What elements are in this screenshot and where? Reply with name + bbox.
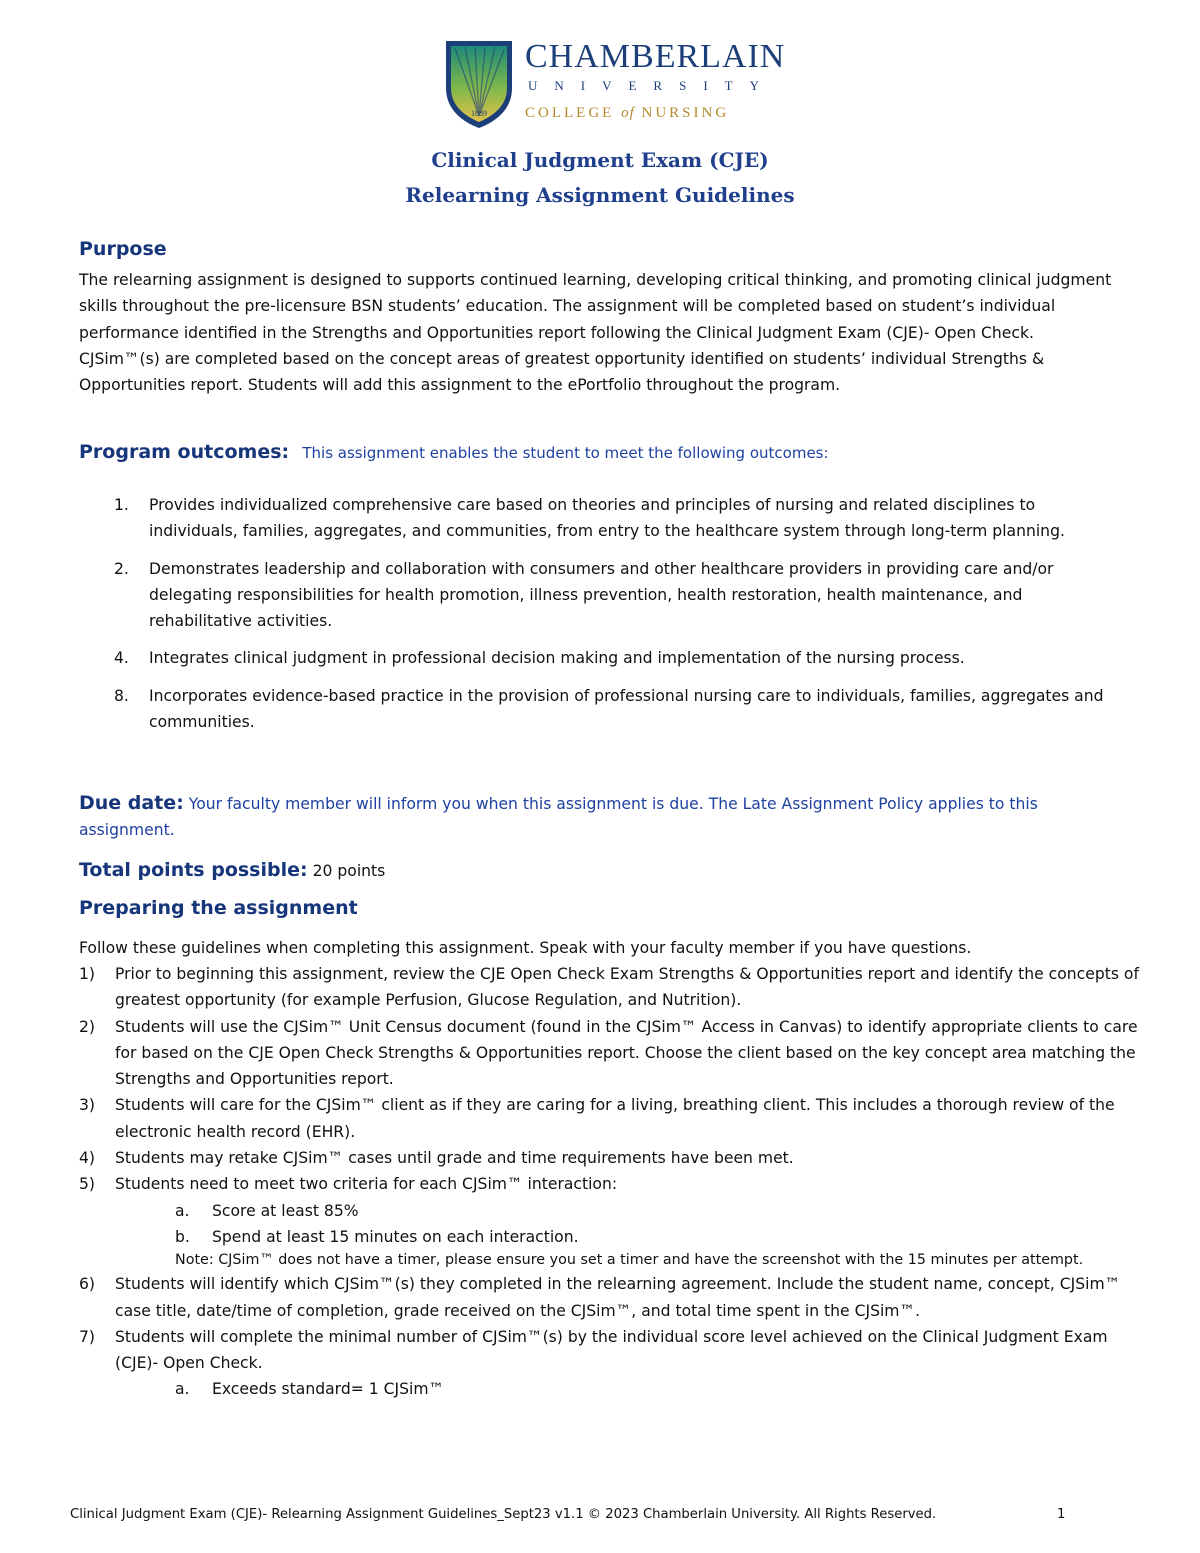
shield-crest-icon xyxy=(443,38,515,130)
logo-university: UNIVERSITY xyxy=(528,78,776,93)
outcome-item xyxy=(79,492,1119,545)
step-text: Students will use the CJSim™ Unit Census document (found in the CJSim™ Access in Canvas) to identify appropriate clients to care for based on the CJE Open Check Strengths & Opportunities report. Choose the client based on the key concept area matching the Strengths and Opportunities report. xyxy=(115,1017,1138,1089)
score-level-item xyxy=(115,1376,1139,1402)
step-num: 6) xyxy=(79,1275,96,1294)
timer-note: Note: CJSim™ does not have a timer, please ensure you set a timer and have the screenshot with the 15 minutes per attempt. xyxy=(175,1252,1084,1269)
preparing-heading: Preparing the assignment xyxy=(79,897,358,919)
due-date xyxy=(79,790,1119,844)
page-footer: Clinical Judgment Exam (CJE)- Relearning Assignment Guidelines_Sept23 v1.1 © 2023 Chamberlain University. All Rights Reserved. xyxy=(70,1507,937,1522)
step-num: 1) xyxy=(79,965,96,983)
step-text: Students will complete the minimal number of CJSim™(s) by the individual score level achieved on the Clinical Judgment Exam (CJE)- Open Check. xyxy=(115,1327,1108,1373)
preparing-intro: Follow these guidelines when completing this assignment. Speak with your faculty member if you have questions. xyxy=(79,939,972,957)
outcome-text: Incorporates evidence-based practice in the provision of professional nursing care to individuals, families, aggregates and communities. xyxy=(149,686,1104,732)
purpose-text: The relearning assignment is designed to supports continued learning, developing critical thinking, and promoting clinical judgment skills throughout the pre-licensure BSN students’ education. The assignment will be completed based on student’s individual performance identified in the Strengths and Opportunities report following the Clinical Judgment Exam (CJE)- Open Check. CJSim™(s) are completed based on the concept areas of greatest opportunity identified on students’ individual Strengths & Opportunities report. Students will add this assignment to the ePortfolio throughout the program. xyxy=(79,271,1112,395)
logo-college xyxy=(525,104,785,122)
step-num: 3) xyxy=(79,1096,96,1115)
doc-title-line1: Clinical Judgment Exam (CJE) xyxy=(431,148,769,172)
criteria-num: a. xyxy=(175,1201,190,1220)
doc-title-line2: Relearning Assignment Guidelines xyxy=(405,183,795,207)
step-item xyxy=(79,1092,1139,1145)
chamberlain-logo xyxy=(443,38,786,133)
step-item xyxy=(79,1171,1139,1271)
step-text: Students need to meet two criteria for each CJSim™ interaction: xyxy=(115,1175,618,1194)
logo-college-of: of xyxy=(621,105,635,121)
step-text: Students will identify which CJSim™(s) they completed in the relearning agreement. Include the student name, concept, CJSim™ case title, date/time of completion, grade received on the CJSim™, and total time spent in the CJSim™. xyxy=(115,1275,1121,1320)
logo-wordmark xyxy=(525,38,785,122)
step-text: Students will care for the CJSim™ client as if they are caring for a living, breathing client. This includes a thorough review of the electronic health record (EHR). xyxy=(115,1096,1115,1141)
outcome-text: Integrates clinical judgment in professional decision making and implementation of the nursing process. xyxy=(149,649,965,668)
criteria-text: Spend at least 15 minutes on each interaction. xyxy=(212,1227,579,1246)
logo-name: CHAMBERLAIN xyxy=(525,38,786,75)
outcome-num: 4. xyxy=(114,649,129,668)
outcome-item xyxy=(79,645,1119,671)
score-level-list xyxy=(115,1376,1139,1402)
step-num: 2) xyxy=(79,1017,96,1036)
outcome-num: 1. xyxy=(114,496,129,514)
logo-year: 1889 xyxy=(471,109,487,118)
step-text: Prior to beginning this assignment, review the CJE Open Check Exam Strengths & Opportunities report and identify the concepts of greatest opportunity (for example Perfusion, Glucose Regulation, and Nutrition). xyxy=(115,965,1139,1010)
step-num: 7) xyxy=(79,1327,96,1346)
outcome-text: Demonstrates leadership and collaboration with consumers and other healthcare providers in providing care and/or delegating responsibilities for health promotion, illness prevention, health restoration, health maintenance, and rehabilitative activities. xyxy=(149,559,1054,631)
step-item xyxy=(79,961,1139,1014)
score-level-text: Exceeds standard= 1 CJSim™ xyxy=(212,1380,445,1399)
logo-college-post: NURSING xyxy=(634,105,730,121)
purpose-heading: Purpose xyxy=(79,238,167,260)
criteria-num: b. xyxy=(175,1227,190,1246)
outcomes-heading xyxy=(79,441,829,463)
criteria-item xyxy=(115,1198,1139,1224)
due-heading: Due date: xyxy=(79,792,184,814)
step-item xyxy=(79,1324,1139,1403)
outcome-num: 8. xyxy=(114,686,129,705)
outcome-item xyxy=(79,683,1119,736)
outcomes-heading-label: Program outcomes: xyxy=(79,441,290,463)
criteria-text: Score at least 85% xyxy=(212,1201,359,1220)
due-text: Your faculty member will inform you when this assignment is due. The Late Assignment Policy applies to this assignment. xyxy=(79,795,1038,840)
step-item xyxy=(79,1271,1139,1324)
step-item xyxy=(79,1145,1139,1171)
total-points xyxy=(79,857,1119,884)
outcomes-list xyxy=(79,492,1119,746)
outcome-num: 2. xyxy=(114,559,129,578)
steps-list xyxy=(79,961,1139,1403)
outcome-item xyxy=(79,556,1119,635)
step-text: Students may retake CJSim™ cases until grade and time requirements have been met. xyxy=(115,1149,794,1168)
criteria-list xyxy=(115,1198,1139,1251)
page-number: 1 xyxy=(1057,1507,1066,1522)
outcome-text: Provides individualized comprehensive care based on theories and principles of nursing and related disciplines to individuals, families, aggregates, and communities, from entry to the healthcare system through long-term planning. xyxy=(149,496,1065,541)
step-item xyxy=(79,1014,1139,1093)
step-num: 4) xyxy=(79,1149,96,1168)
score-level-num: a. xyxy=(175,1380,190,1399)
criteria-item xyxy=(115,1224,1139,1250)
outcomes-intro: This assignment enables the student to meet the following outcomes: xyxy=(302,444,829,462)
points-heading: Total points possible: xyxy=(79,859,308,881)
points-value: 20 points xyxy=(312,862,386,880)
logo-college-pre: COLLEGE xyxy=(525,105,622,121)
step-num: 5) xyxy=(79,1175,96,1194)
